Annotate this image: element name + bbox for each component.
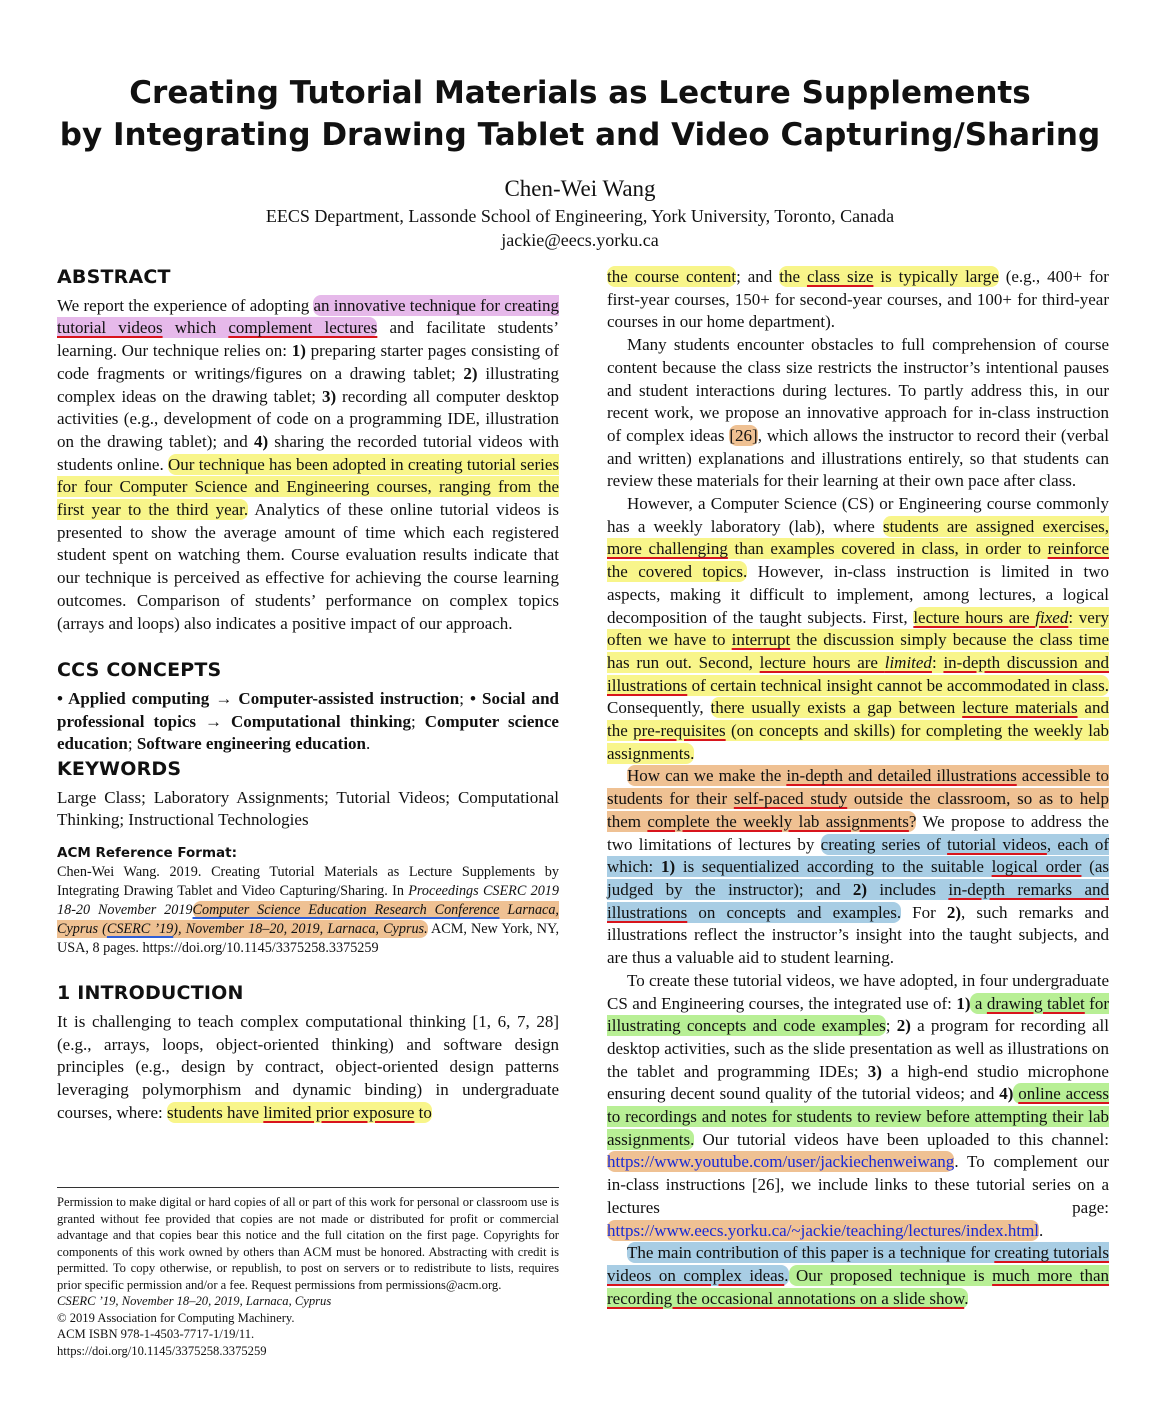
enum-marker: 4): [999, 1084, 1014, 1104]
author-email: jackie@eecs.yorku.ca: [501, 230, 659, 250]
intro-heading: 1 INTRODUCTION: [57, 982, 244, 1005]
underlined-phrase: creating tutorials videos on complex ideas: [607, 1243, 1110, 1285]
doi-line: https://doi.org/10.1145/3375258.3375259: [57, 1343, 267, 1358]
enum-marker: 1): [291, 341, 306, 361]
text-span: a program for recording all desktop activities, such as the slide presentation as well as illustrations on the tablet and programming IDEs;: [607, 1016, 1109, 1081]
enum-marker: 2): [852, 879, 868, 899]
abstract-span: preparing starter pages consisting of code fragments or writings/figures on a drawing tablet;: [57, 341, 559, 383]
text-span: of certain technical insight cannot be accommodated in class.: [687, 675, 1109, 695]
abstract-span: Analytics of these online tutorial videos is presented to show the average amount of time which each registered student spent on watching them. Course evaluation results indicate that our technique is perceived as effective for achieving the course learning outcomes. Comparison of students’ performance on complex topics (arrays and loops) also indicates a positive impact of our approach.: [57, 500, 559, 633]
text-span: ; and: [736, 267, 780, 286]
underlined-phrase: reinforce: [1047, 539, 1109, 559]
text-span: the covered topics.: [607, 562, 748, 582]
ccs-sep: .: [366, 734, 371, 754]
text-span: a: [970, 993, 987, 1013]
keywords-text: Large Class; Laboratory Assignments; Tutorial Videos; Computational Thinking; Instructional Technologies: [57, 787, 559, 830]
abstract-span: illustrating complex ideas on the drawing tablet;: [57, 363, 559, 406]
underlined-phrase: class size: [806, 267, 874, 286]
text-span: students are assigned exercises,: [882, 516, 1110, 536]
text-span: than examples covered in class, in order to: [727, 539, 1048, 559]
text-span: includes: [867, 879, 949, 899]
left-column: [57, 266, 559, 1124]
acm-reference: [57, 844, 559, 958]
underlined-phrase: in-depth discussion and illustrations: [607, 652, 1109, 695]
underlined-phrase: [913, 608, 1068, 627]
emphasis: limited: [884, 652, 932, 672]
underlined-phrase: limited prior exposure: [263, 1102, 415, 1122]
text-span: for illustrating concepts and code examples: [607, 993, 1110, 1036]
text-span: and the: [607, 698, 1109, 741]
conference-line: [57, 1293, 559, 1310]
text-span: the discussion simply because the class time has run out. Second,: [607, 630, 1109, 672]
text-span: : very often we have to: [607, 607, 1109, 650]
underlined-phrase: in-depth and detailed illustrations: [786, 766, 1017, 786]
emphasis: fixed: [1035, 607, 1069, 627]
isbn-line: ACM ISBN 978-1-4503-7717-1/19/11.: [57, 1327, 255, 1341]
underlined-phrase: logical order: [991, 857, 1082, 877]
text-span: , each of which:: [607, 834, 1109, 877]
text-span: , such remarks and illustrations reflect the instructor’s insight into the taught subjects, and are thus a valuable aid to student learning.: [607, 902, 1109, 968]
underlined-phrase: in-depth remarks and illustrations: [607, 879, 1109, 922]
text-span: on concepts and examples.: [687, 902, 902, 922]
enum-marker: 3): [867, 1061, 882, 1081]
underlined-phrase: much more than recording the occasional annotations on a slide show: [607, 1265, 1110, 1308]
highlight-orange: [607, 1220, 1039, 1241]
abstract-span: sharing the recorded tutorial videos with students online.: [57, 431, 560, 474]
underlined-phrase: more challenging: [607, 539, 728, 559]
text-span: outside the classroom, so as to help them: [607, 789, 1109, 831]
text-span: Our proposed technique is: [788, 1265, 993, 1285]
intro-continued: [607, 266, 1109, 334]
text-span: is typically large: [873, 267, 999, 286]
title-line-1: Creating Tutorial Materials as Lecture Supplements: [129, 75, 1031, 111]
text-span: Many students encounter obstacles to full comprehension of course content because the class size restricts the instructor’s intentional pauses and student interactions during lectures. To partly address this, in our recent work, we propose an innovative approach for in-class instruction of complex ideas: [607, 335, 1109, 445]
abstract-span: which: [162, 318, 229, 338]
underlined-phrase: lecture materials: [962, 698, 1078, 718]
abstract-span: recording all computer desktop activities (e.g., development of code on a programming IDE, illustration on the drawing tablet); and: [57, 386, 559, 451]
text-span: creating series of: [820, 834, 948, 854]
text-span: .: [784, 1265, 789, 1285]
author-name: Chen-Wei Wang: [504, 176, 656, 201]
highlight-yellow: [167, 1102, 432, 1123]
underlined-phrase: online access: [1018, 1084, 1110, 1104]
ref-span: Chen-Wei Wang. 2019. Creating Tutorial Materials as Lecture Supplements by Integrating Drawing Tablet and Video Capturing/Sharing. In: [57, 864, 559, 900]
text-span: a high-end studio microphone ensuring decent sound quality of the tutorial videos; and: [607, 1061, 1109, 1104]
paragraph-obstacles: [607, 334, 1109, 493]
abstract-span: We report the experience of adopting: [57, 295, 314, 315]
text-span: ;: [885, 1016, 897, 1036]
text-span: lecture hours are: [913, 607, 1036, 627]
ccs-concept: Software engineering education: [136, 734, 366, 754]
abstract-span: and facilitate students’ learning. Our technique relies on:: [57, 318, 560, 361]
ref-span: ACM, New York, NY, USA, 8 pages. https://doi.org/10.1145/3375258.3375259: [57, 921, 560, 957]
ref-span: Larnaca, Cyprus (: [57, 902, 559, 938]
text-span: to recordings and notes for students to review before attempting their lab assignments.: [607, 1107, 1109, 1149]
highlight-orange: [607, 1151, 954, 1172]
paragraph-lab: [607, 493, 1109, 765]
text-span: .: [964, 1288, 969, 1308]
underlined-phrase: tutorial videos: [57, 318, 163, 338]
paragraph-tools: [607, 970, 1109, 1242]
text-span: the: [779, 267, 807, 286]
blue-underlined-phrase: CSERC ’19: [106, 921, 174, 938]
text-span: , which allows the instructor to record their (verbal and written) explanations and illustrations entirely, so that students can review these materials for their learning at their own pace after class.: [607, 425, 1109, 491]
intro-span: students have: [167, 1102, 264, 1122]
keywords-heading: KEYWORDS: [57, 758, 182, 781]
ccs-concepts: [57, 688, 559, 756]
underlined-phrase: pre-requisites: [633, 721, 726, 741]
text-span: there usually exists a gap between: [710, 698, 963, 718]
author-affiliation: EECS Department, Lassonde School of Engineering, York University, Toronto, Canada: [265, 206, 895, 226]
lectures-page-link[interactable]: https://www.eecs.yorku.ca/~jackie/teaching/lectures/index.html: [607, 1220, 1040, 1240]
enum-marker: 2): [896, 1016, 911, 1036]
text-span: However, a Computer Science (CS) or Engineering course commonly has a weekly laboratory (lab), where: [607, 494, 1109, 536]
youtube-channel-link[interactable]: https://www.youtube.com/user/jackiechenweiwang: [607, 1152, 955, 1172]
enum-marker: 2): [946, 902, 962, 922]
ccs-sep: ;: [411, 711, 425, 731]
abstract-text: [57, 295, 559, 636]
blue-underlined-phrase: Computer Science Education Research Conference: [192, 902, 500, 919]
text-span: We propose to address the two limitations of lectures by: [607, 811, 1109, 854]
text-span: (on concepts and skills) for completing the weekly lab assignments.: [607, 721, 1109, 763]
ccs-concept: Computer science education: [57, 711, 559, 754]
text-span: How can we make the: [627, 766, 787, 786]
underlined-phrase: [760, 653, 932, 672]
paper-title: [0, 72, 1160, 156]
underlined-phrase: self-paced study: [733, 789, 848, 809]
ccs-sep: ;: [459, 688, 471, 708]
acm-ref-heading: ACM Reference Format:: [57, 845, 237, 862]
ref-span: Proceedings CSERC 2019 18-20 November 2019: [57, 883, 559, 919]
text-span: The main contribution of this paper is a technique for: [627, 1243, 995, 1263]
conference-text: CSERC ’19, November 18–20, 2019, Larnaca, Cyprus: [57, 1294, 332, 1308]
text-span: To create these tutorial videos, we have adopted, in four undergraduate CS and Engineering courses, the integrated use of:: [607, 970, 1109, 1013]
paragraph-contribution: [607, 1242, 1109, 1310]
text-span: (e.g., 400+ for first-year courses, 150+ for second-year courses, and 100+ for third-year courses in our home department).: [607, 267, 1109, 332]
enum-marker: 1): [660, 857, 676, 877]
text-span: accessible to students for their: [607, 766, 1109, 809]
highlight-yellow: the course content: [607, 267, 737, 286]
text-span: is sequentialized according to the suitable: [675, 857, 992, 877]
text-span: (as judged by the instructor); and: [607, 857, 1109, 899]
ccs-concept: • Applied computing → Computer-assisted instruction: [57, 688, 460, 708]
intro-text: [57, 1011, 559, 1125]
underlined-phrase: complement lectures: [228, 318, 378, 338]
text-span: lecture hours are: [759, 652, 885, 672]
underlined-phrase: interrupt: [731, 630, 791, 650]
citation: [26]: [729, 425, 758, 445]
highlight-yellow: [779, 266, 999, 287]
text-span: Our tutorial videos have been uploaded to this channel:: [694, 1129, 1109, 1149]
enum-marker: 2): [463, 363, 478, 383]
text-span: However, in-class instruction is limited in two aspects, making it difficult to implement, among lectures, a logical decomposition of the taught subjects. First,: [607, 562, 1109, 627]
enum-marker: 1): [956, 993, 971, 1013]
highlight-yellow: Our technique has been adopted in creating tutorial series for four Computer Science and Engineering courses, ranging from the first year to the third year.: [57, 454, 559, 520]
underlined-phrase: drawing tablet: [986, 993, 1085, 1013]
text-span: :: [931, 652, 944, 672]
ccs-sep: ;: [127, 734, 137, 754]
enum-marker: 3): [321, 386, 337, 406]
title-line-2: by Integrating Drawing Tablet and Video Capturing/Sharing: [59, 117, 1101, 153]
enum-marker: 4): [253, 431, 269, 451]
paragraph-question: [607, 765, 1109, 969]
permission-text: Permission to make digital or hard copies of all or part of this work for personal or classroom use is granted without fee provided that copies are not made or distributed for profit or commercial advantage and that copies bear this notice and the full citation on the first page. Copyrights for components of this work owned by others than ACM must be honored. Abstracting with credit is permitted. To copy otherwise, or republish, to post on servers or to redistribute to lists, requires prior specific permission and/or a fee. Request permissions from permissions@acm.org.: [57, 1195, 559, 1292]
abstract-span: an innovative technique for creating: [313, 295, 559, 315]
text-span: . To complement our in-class instructions [26], we include links to these tutorial series on a lectures page:: [607, 1152, 1109, 1217]
intro-span: It is challenging to teach complex computational thinking [1, 6, 7, 28] (e.g., arrays, loops, object-oriented thinking) and software design principles (e.g., design by contract, object-oriented design patterns leveraging polymorphism and dynamic binding) in undergraduate courses, where:: [57, 1011, 559, 1122]
text-span: For: [901, 902, 947, 922]
permission-footnote: [57, 1187, 559, 1359]
underlined-phrase: complete the weekly lab assignments: [647, 811, 909, 831]
ref-span: ), November 18–20, 2019, Larnaca, Cyprus.: [173, 921, 428, 938]
text-span: ?: [908, 811, 917, 831]
abstract-heading: ABSTRACT: [57, 266, 171, 288]
ccs-heading: CCS CONCEPTS: [57, 659, 222, 682]
intro-span: to: [414, 1102, 432, 1122]
text-span: .: [1039, 1220, 1044, 1240]
underlined-phrase: tutorial videos: [947, 834, 1047, 854]
copyright-line: © 2019 Association for Computing Machinery.: [57, 1310, 295, 1325]
acm-ref-text: [57, 863, 559, 958]
ccs-concept: • Social and professional topics → Computational thinking: [57, 688, 559, 731]
text-span: Consequently,: [607, 698, 711, 718]
right-column: [607, 266, 1109, 1310]
